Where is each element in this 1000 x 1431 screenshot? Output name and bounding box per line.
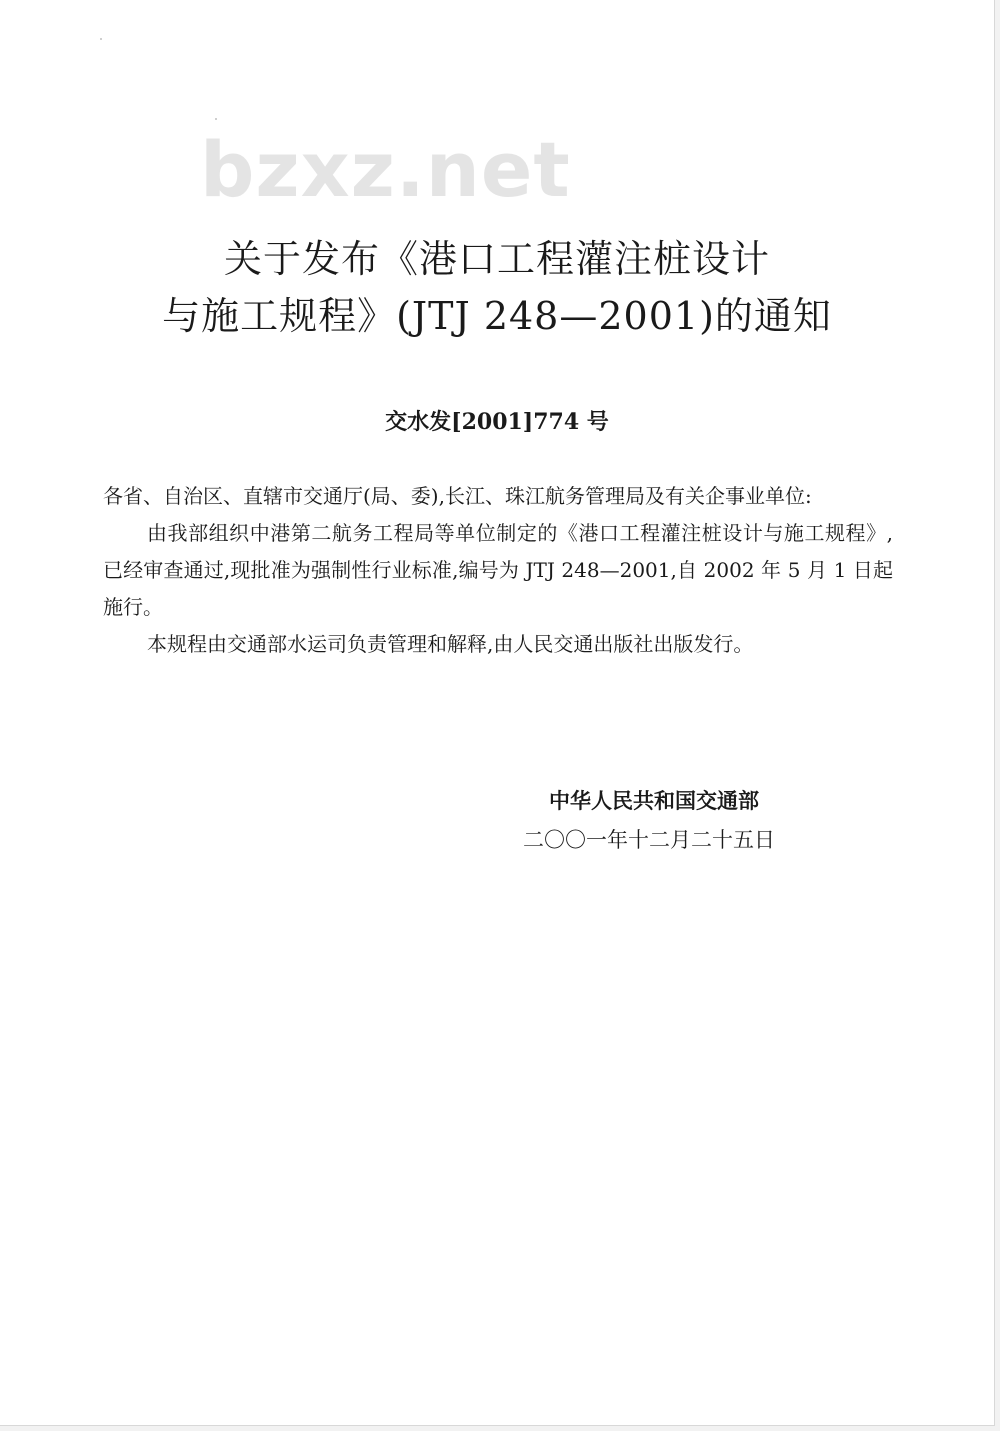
issuing-authority: 中华人民共和国交通部: [549, 788, 759, 813]
approval-paragraph: 由我部组织中港第二航务工程局等单位制定的《港口工程灌注桩设计与施工规程》,已经审查通过,现批准为强制性行业标准,编号为 JTJ 248—2001,自 2002 年 5 月 1 日起施行。: [103, 521, 893, 619]
issue-date: 二〇〇一年十二月二十五日: [523, 828, 775, 852]
publication-paragraph: 本规程由交通部水运司负责管理和解释,由人民交通出版社出版发行。: [147, 632, 754, 656]
scan-speck: [100, 38, 102, 40]
document-number: 交水发[2001]774 号: [385, 409, 609, 435]
addressee-paragraph: 各省、自治区、直辖市交通厅(局、委),长江、珠江航务管理局及有关企事业单位:: [103, 484, 812, 508]
scan-speck: [215, 118, 217, 120]
watermark: bzxz.net: [200, 125, 571, 214]
notice-title-line-1: 关于发布《港口工程灌注桩设计: [223, 237, 770, 281]
notice-body: [103, 478, 893, 663]
notice-title-line-2: 与施工规程》(JTJ 248—2001)的通知: [162, 294, 832, 338]
